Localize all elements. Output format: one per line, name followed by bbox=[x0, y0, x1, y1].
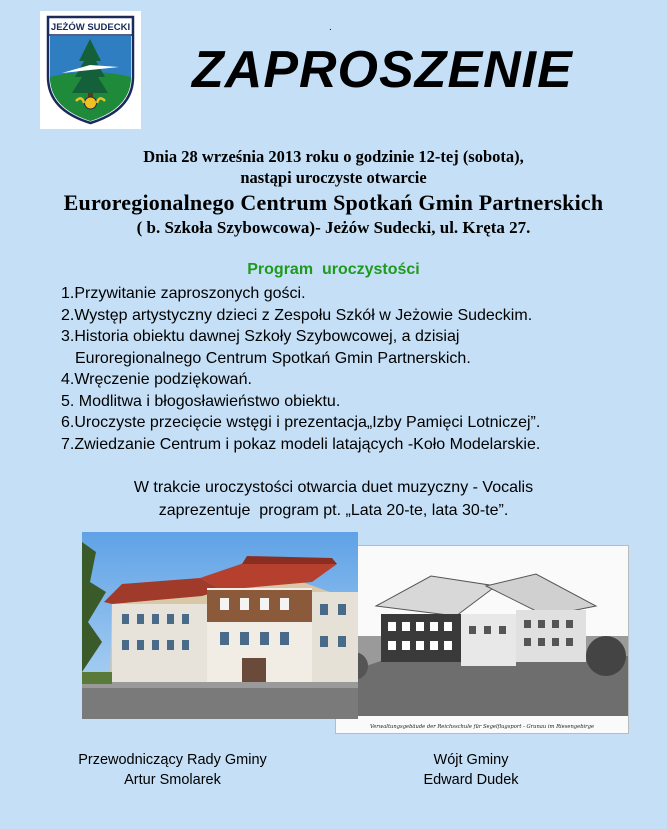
intro-line-opening: nastąpi uroczyste otwarcie bbox=[240, 168, 427, 187]
modern-building-image bbox=[82, 532, 358, 719]
closing-paragraph bbox=[0, 476, 667, 522]
program-item: 2.Występ artystyczny dzieci z Zespołu Szkół w Jeżowie Sudeckim. bbox=[61, 306, 533, 324]
signature-title: Przewodniczący Rady Gminy bbox=[78, 752, 267, 768]
coat-of-arms-icon bbox=[46, 15, 135, 125]
intro-line-address: ( b. Szkoła Szybowcowa)- Jeżów Sudecki, ul. Kręta 27. bbox=[136, 218, 531, 237]
program-item: Euroregionalnego Centrum Spotkań Gmin Partnerskich. bbox=[75, 349, 471, 367]
signature-name: Artur Smolarek bbox=[124, 772, 221, 788]
program-item: 3.Historia obiektu dawnej Szkoły Szybowcowej, a dzisiaj bbox=[61, 328, 460, 345]
program-title: Program uroczystości bbox=[247, 261, 420, 278]
program-list bbox=[61, 283, 661, 455]
historic-building-photo bbox=[335, 545, 629, 734]
decorative-dot: . bbox=[329, 22, 332, 33]
program-item: 1.Przywitanie zaproszonych gości. bbox=[61, 285, 306, 302]
program-item: 7.Zwiedzanie Centrum i pokaz modeli latających -Koło Modelarskie. bbox=[61, 435, 541, 453]
closing-line: zaprezentuje program pt. „Lata 20-te, lata 30-te”. bbox=[158, 502, 509, 519]
closing-line: W trakcie uroczystości otwarcia duet muzyczny - Vocalis bbox=[133, 479, 534, 496]
program-item: 5. Modlitwa i błogosławieństwo obiektu. bbox=[61, 392, 341, 410]
crest-container bbox=[40, 11, 141, 129]
intro-line-date: Dnia 28 września 2013 roku o godzinie 12-tej (sobota), bbox=[143, 147, 524, 166]
page-title: ZAPROSZENIE bbox=[192, 41, 573, 99]
crest-label: JEŻÓW SUDECKI bbox=[50, 22, 131, 33]
historic-photo-caption: Verwaltungsgebäude der Reichsschule für Segelflugsport - Grunau im Riesengebirge bbox=[369, 724, 595, 730]
signature-mayor bbox=[396, 750, 546, 790]
historic-building-image bbox=[336, 546, 628, 733]
signature-name: Edward Dudek bbox=[423, 772, 519, 788]
program-item: 6.Uroczyste przecięcie wstęgi i prezentacja„Izby Pamięci Lotniczej”. bbox=[61, 414, 541, 431]
modern-building-photo bbox=[82, 532, 358, 719]
program-item: 4.Wręczenie podziękowań. bbox=[61, 371, 252, 388]
signature-council-chair bbox=[60, 750, 285, 790]
intro-line-centre-name: Euroregionalnego Centrum Spotkań Gmin Partnerskich bbox=[63, 190, 604, 215]
signature-title: Wójt Gminy bbox=[433, 752, 509, 768]
